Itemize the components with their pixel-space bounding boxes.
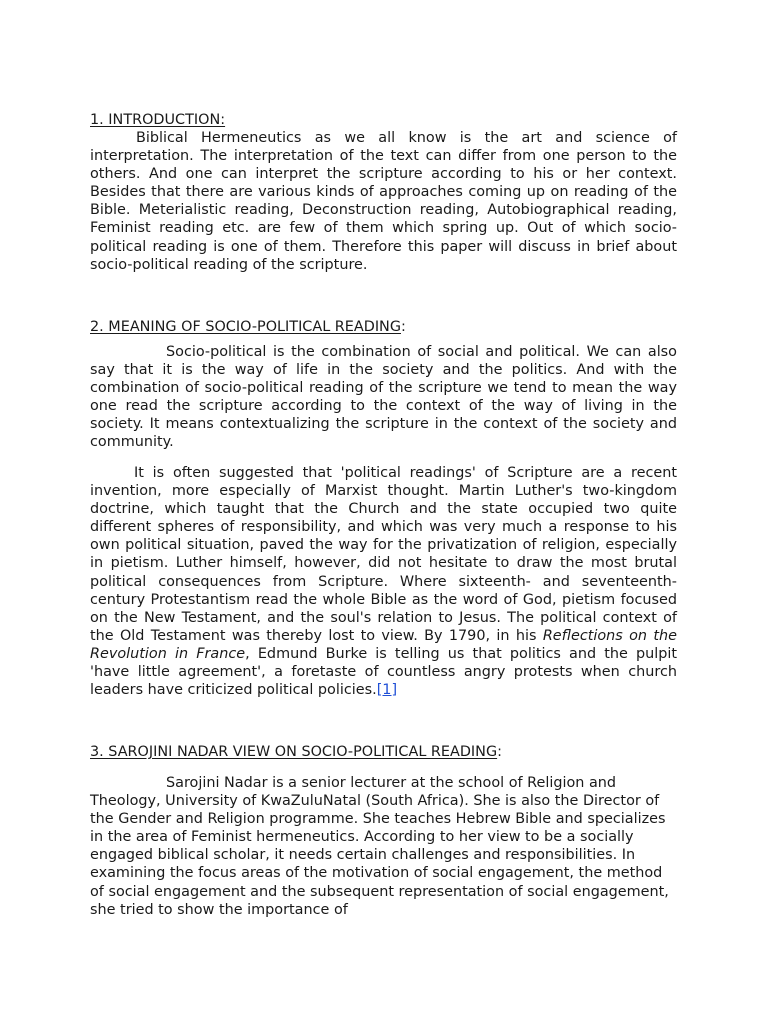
nadar-paragraph: Sarojini Nadar is a senior lecturer at the school of Religion and Theology, University of KwaZuluNatal (South Africa). She is also the Director of the Gender and Religion programme. She teaches Hebrew Bible and specializes in the area of Feminist hermeneutics. According to her view to be a socially engaged biblical scholar, it needs certain challenges and responsibilities. In examining the focus areas of the motivation of social engagement, the method of social engagement and the subsequent representation of social engagement, she tried to show the importance of	[90, 775, 669, 918]
heading-text: 2. MEANING OF SOCIO-POLITICAL READING	[90, 319, 401, 335]
heading-suffix: :	[497, 744, 502, 760]
meaning-paragraph-1: Socio-political is the combination of social and political. We can also say that it is the way of life in the society and the politics. And with the combination of socio-political reading of the scripture we tend to mean the way one read the scripture according to the context of the way of living in the society. It means contextualizing the scripture in the context of the society and community.	[90, 344, 677, 451]
footnote-link[interactable]: [1]	[376, 682, 398, 699]
section-heading-nadar	[90, 743, 502, 761]
meaning-paragraph-2	[90, 464, 677, 699]
paragraph-text: , Edmund Burke is telling us that politics and the pulpit 'have little agreement', a foretaste of countless angry protests when church leaders have criticized political policies.	[90, 645, 677, 699]
heading-suffix: :	[400, 319, 406, 335]
section-heading-meaning	[90, 318, 406, 336]
introduction-paragraph: Biblical Hermeneutics as we all know is the art and science of interpretation. The interpretation of the text can differ from one person to the others. And one can interpret the scripture according to his or her context. Besides that there are various kinds of approaches coming up on reading of the Bible. Meterialistic reading, Deconstruction reading, Autobiographical reading, Feminist reading etc. are few of them which spring up. Out of which socio-political reading is one of them. Therefore this paper will discuss in brief about socio-political reading of the scripture.	[90, 130, 677, 273]
book-title: Reflections on the Revolution in France	[90, 627, 678, 662]
section-heading-introduction	[90, 111, 225, 129]
heading-text: 3. SAROJINI NADAR VIEW ON SOCIO-POLITICAL READING	[90, 744, 498, 760]
heading-text: 1. INTRODUCTION:	[90, 112, 226, 128]
paragraph-text: It is often suggested that 'political readings' of Scripture are a recent invention, more especially of Marxist thought. Martin Luther's two-kingdom doctrine, which taught that the Church and the state occupied two quite different spheres of responsibility, and which was very much a response to his own political situation, paved the way for the privatization of religion, especially in pietism. Luther himself, however, did not hesitate to draw the most brutal political consequences from Scripture. Where sixteenth- and seventeenth-century Protestantism read the whole Bible as the word of God, pietism focused on the New Testament, and the soul's relation to Jesus. The political context of the Old Testament was thereby lost to view. By 1790, in his	[90, 465, 677, 644]
